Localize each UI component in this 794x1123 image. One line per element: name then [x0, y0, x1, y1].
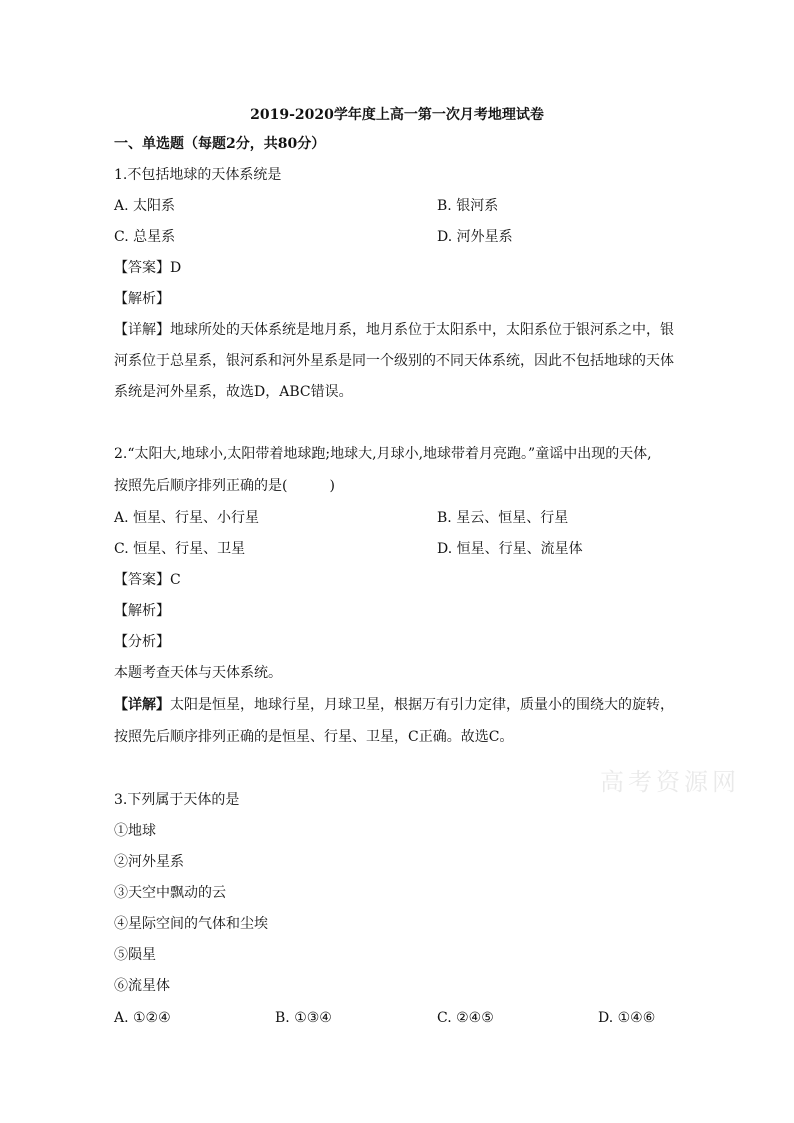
q2-option-b: B. 星云、恒星、行星 [437, 510, 569, 526]
q3-stem: 3.下列属于天体的是 [114, 792, 240, 808]
q1-option-a: A. 太阳系 [114, 198, 176, 214]
q2-answer: 【答案】C [114, 572, 181, 588]
q2-detail-label: 【详解】 [114, 697, 170, 713]
q3-item-1: ①地球 [114, 823, 156, 839]
q1-answer: 【答案】D [114, 260, 182, 276]
q3-item-3: ③天空中飘动的云 [114, 885, 226, 901]
section-heading: 一、单选题（每题2分，共80分） [114, 136, 326, 152]
q1-stem: 1.不包括地球的天体系统是 [114, 167, 282, 183]
q3-item-4: ④星际空间的气体和尘埃 [114, 916, 268, 932]
q3-option-c: C. ②④⑤ [437, 1010, 494, 1026]
q2-stem-line-2: 按照先后顺序排列正确的是( ) [114, 478, 335, 494]
q1-detail-line-3: 系统是河外星系，故选D，ABC错误。 [114, 384, 353, 400]
q3-item-2: ②河外星系 [114, 854, 184, 870]
q1-option-b: B. 银河系 [437, 198, 499, 214]
q2-detail-line-1 [114, 695, 674, 715]
q3-option-d: D. ①④⑥ [598, 1010, 656, 1026]
watermark: 高考资源网 [600, 768, 740, 796]
q1-detail-line-2: 河系位于总星系，银河系和河外星系是同一个级别的不同天体系统，因此不包括地球的天体 [114, 353, 674, 369]
q2-option-c: C. 恒星、行星、卫星 [114, 541, 246, 557]
q1-analysis-label: 【解析】 [114, 291, 170, 307]
exam-title: 2019-2020学年度上高一第一次月考地理试卷 [250, 107, 544, 123]
q1-option-d: D. 河外星系 [437, 229, 513, 245]
q1-detail-line-1: 【详解】地球所处的天体系统是地月系，地月系位于太阳系中，太阳系位于银河系之中，银 [114, 322, 674, 338]
q3-item-6: ⑥流星体 [114, 978, 170, 994]
q3-option-a: A. ①②④ [114, 1010, 171, 1026]
q2-fenxi-label: 【分析】 [114, 634, 170, 650]
q2-option-a: A. 恒星、行星、小行星 [114, 510, 260, 526]
q2-stem-line-1: 2.“太阳大,地球小,太阳带着地球跑;地球大,月球小,地球带着月亮跑。”童谣中出现的天体, [114, 446, 652, 462]
q2-option-d: D. 恒星、行星、流星体 [437, 541, 583, 557]
q1-option-c: C. 总星系 [114, 229, 176, 245]
q2-detail-text: 太阳是恒星，地球行星，月球卫星，根据万有引力定律，质量小的围绕大的旋转， [170, 697, 674, 713]
q2-analysis-label: 【解析】 [114, 603, 170, 619]
q3-option-b: B. ①③④ [275, 1010, 332, 1026]
q2-fenxi-text: 本题考查天体与天体系统。 [114, 665, 282, 681]
q3-item-5: ⑤陨星 [114, 947, 156, 963]
q2-detail-line-2: 按照先后顺序排列正确的是恒星、行星、卫星，C正确。故选C。 [114, 729, 514, 745]
